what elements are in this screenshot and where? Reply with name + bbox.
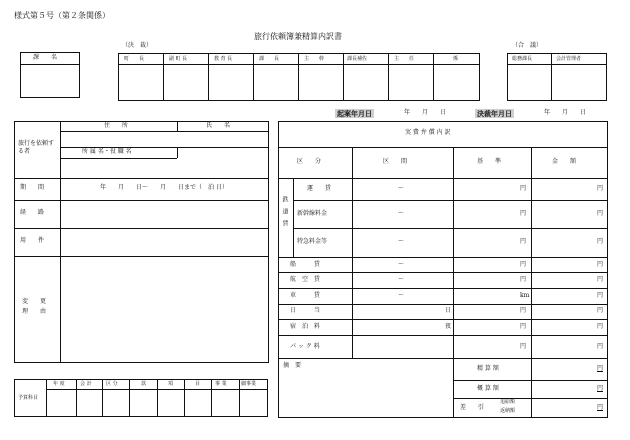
row-8-kukan[interactable]: 夜 (445, 323, 452, 330)
shimei-label: 氏 名 (206, 122, 231, 129)
yoken-label: 用 件 (20, 237, 45, 244)
row-1-kingaku[interactable]: 円 (597, 185, 604, 192)
row-4-kijun[interactable]: 円 (520, 261, 527, 268)
row-7-label: 日 当 (290, 307, 321, 314)
aigi-label: （合 議） (512, 42, 543, 49)
tsuikyu-label: 追給額 (500, 399, 516, 405)
yoken-field[interactable] (62, 230, 267, 254)
ka-mei-label: 課 名 (33, 54, 58, 61)
gaisan-label: 概 算 額 (477, 385, 499, 392)
tetsudo-label: 鉄道賃 (281, 196, 288, 232)
col-kukan: 区 間 (383, 158, 408, 165)
row-6-kukan[interactable]: ～ (398, 292, 405, 299)
row-9-kingaku[interactable]: 円 (597, 343, 604, 350)
gaisan-yen[interactable]: 円 (597, 385, 604, 392)
yosan-col-7: 事 業 (215, 381, 227, 387)
row-3-kingaku[interactable]: 円 (597, 238, 604, 245)
col-kubun: 区 分 (297, 158, 322, 165)
yosan-col-4: 款 (141, 381, 147, 387)
row-6-label: 車 賃 (290, 292, 321, 299)
kessai-label: （決 裁） (122, 42, 153, 49)
sashihiki-label: 差 引 (460, 404, 485, 411)
henko-field[interactable] (62, 258, 267, 361)
kessai-date-value[interactable]: 年 月 日 (544, 109, 587, 116)
yosan-label: 予算科目 (18, 395, 39, 401)
row-7-kijun[interactable]: 円 (520, 307, 527, 314)
row-3-kijun[interactable]: 円 (520, 238, 527, 245)
jippi-header: 実 費 弁 償 内 訳 (405, 129, 451, 136)
kessai-col-6: 課長補佐 (347, 56, 368, 62)
row-5-kukan[interactable]: ～ (398, 276, 405, 283)
jusho-field[interactable] (62, 132, 176, 146)
col-kijun: 基 準 (477, 158, 502, 165)
shimei-field[interactable] (179, 132, 267, 146)
seisan-yen[interactable]: 円 (597, 365, 604, 372)
row-7-kukan[interactable]: 日 (445, 307, 452, 314)
row-4-label: 船 賃 (290, 261, 321, 268)
aigi-col-2: 会計管理者 (556, 56, 582, 62)
yosan-col-5: 項 (168, 381, 174, 387)
form-title: 旅行依頼簿兼精算内訳書 (254, 32, 342, 41)
aigi-col-1: 総務課長 (512, 56, 533, 62)
tekiyo-field[interactable] (280, 372, 451, 416)
kessai-col-7: 主 任 (394, 56, 415, 62)
kikan-value[interactable]: 年 月 日～ 月 日まで（ 泊 日） (100, 184, 228, 191)
row-8-kijun[interactable]: 円 (520, 323, 527, 330)
henko-label: 変 更 理 由 (22, 298, 47, 315)
yosan-col-1: 年 度 (53, 381, 65, 387)
yosan-col-6: 目 (195, 381, 201, 387)
kessai-col-5: 主 幹 (304, 56, 325, 62)
row-9-label: パ ッ ク 料 (290, 343, 320, 350)
row-2-kingaku[interactable]: 円 (597, 210, 604, 217)
sashihiki-yen[interactable]: 円 (597, 404, 604, 411)
seisan-label: 精 算 額 (477, 365, 499, 372)
row-1-label: 運 賃 (307, 185, 332, 192)
col-kingaku: 金 額 (552, 158, 577, 165)
row-5-kijun[interactable]: 円 (520, 276, 527, 283)
keiro-label: 経 路 (20, 209, 45, 216)
kessai-col-2: 副 町 長 (169, 56, 188, 62)
jusho-label: 住 所 (104, 122, 129, 129)
irai-label: 旅行を依頼する者 (18, 140, 55, 156)
kikan-label: 期 間 (20, 184, 45, 191)
form-number: 様式第５号（第２条関係） (14, 11, 110, 20)
row-2-label: 新幹線料金 (297, 210, 328, 217)
row-2-kijun[interactable]: 円 (520, 210, 527, 217)
henno-label: 返納額 (500, 408, 516, 414)
row-5-kingaku[interactable]: 円 (597, 276, 604, 283)
row-4-kingaku[interactable]: 円 (597, 261, 604, 268)
row-2-kukan[interactable]: ～ (398, 210, 405, 217)
kessai-col-3: 教 育 長 (214, 56, 233, 62)
shozoku-label: 所 属 名・役 職 名 (82, 148, 132, 155)
row-7-kingaku[interactable]: 円 (597, 307, 604, 314)
kessai-date-label: 決裁年月日 (477, 109, 512, 118)
keiro-field[interactable] (62, 202, 267, 226)
row-6-kijun[interactable]: km (520, 292, 530, 299)
row-1-kukan[interactable]: ～ (398, 185, 405, 192)
kessai-col-4: 課 長 (259, 56, 280, 62)
row-3-label: 特急料金等 (297, 238, 328, 245)
kian-date-value[interactable]: 年 月 日 (404, 109, 447, 116)
row-8-kingaku[interactable]: 円 (597, 323, 604, 330)
row-8-label: 宿 泊 料 (290, 323, 321, 330)
tekiyo-label: 摘 要 (283, 362, 302, 369)
kessai-col-8: 係 (453, 56, 459, 62)
row-1-kijun[interactable]: 円 (520, 185, 527, 192)
row-3-kukan[interactable]: ～ (398, 238, 405, 245)
row-6-kingaku[interactable]: 円 (597, 292, 604, 299)
row-5-label: 航 空 賃 (290, 276, 321, 283)
kian-date-label: 起案年月日 (337, 109, 372, 118)
yosan-col-3: 区 分 (106, 381, 118, 387)
yosan-col-2: 会 計 (80, 381, 92, 387)
row-9-kijun[interactable]: 円 (520, 343, 527, 350)
yosan-col-8: 細事業 (241, 381, 257, 387)
row-4-kukan[interactable]: ～ (398, 261, 405, 268)
kessai-col-1: 町 長 (124, 56, 145, 62)
